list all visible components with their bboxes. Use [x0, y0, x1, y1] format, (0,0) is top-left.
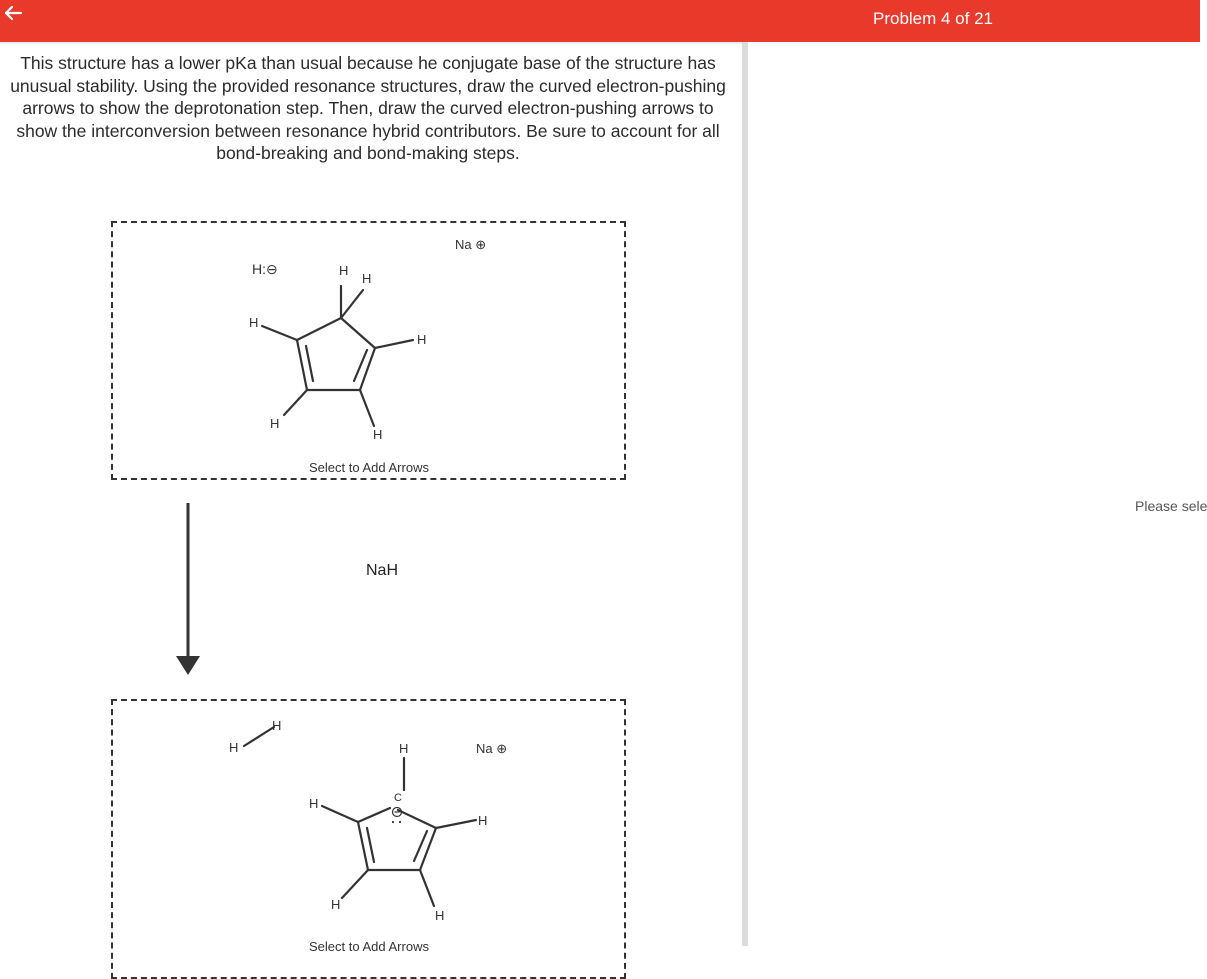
hydrogen-label: H: [249, 315, 259, 330]
hydrogen-label: H: [331, 897, 341, 912]
problem-counter: Problem 4 of 21: [872, 9, 993, 28]
hydrogen-label: H: [270, 416, 280, 431]
hydrogen-label: H: [478, 813, 488, 828]
hydrogen-label: H: [362, 271, 372, 286]
hydrogen-label: H: [272, 718, 282, 733]
hydrogen-label: H: [417, 332, 427, 347]
select-to-add-arrows-label[interactable]: Select to Add Arrows: [309, 460, 429, 475]
hydrogen-label: H: [435, 908, 445, 923]
select-to-add-arrows-label[interactable]: Select to Add Arrows: [309, 939, 429, 954]
hydrogen-label: H: [399, 741, 409, 756]
product-structure: [244, 727, 476, 906]
hydrogen-label: H: [373, 427, 383, 442]
reagent-label: NaH: [366, 562, 399, 579]
reactant-structure: [262, 286, 413, 426]
hydrogen-label: H: [339, 263, 349, 278]
reaction-arrow: [176, 503, 200, 675]
sodium-cation-label: Na ⊕: [476, 741, 508, 756]
sodium-cation-label: Na ⊕: [455, 237, 487, 252]
hydride-base-label: H:⊖: [252, 261, 278, 277]
right-panel-message: Please sele: [1135, 498, 1207, 514]
hydrogen-label: H: [309, 796, 319, 811]
question-text: This structure has a lower pKa than usual because he conjugate base of the structure has unusual stability. Using the provided resonance structures, draw the curved electron-pushing arrows to show the deprotonation step. Then, draw the curved electron-pushing arrows to show the interconversion between resonance hybrid contributors. Be sure to account for all bond-breaking and bond-making steps.: [10, 53, 726, 164]
panel-divider: [742, 42, 748, 946]
hydrogen-label: H: [229, 740, 239, 755]
carbanion-carbon-label: C: [394, 792, 402, 804]
